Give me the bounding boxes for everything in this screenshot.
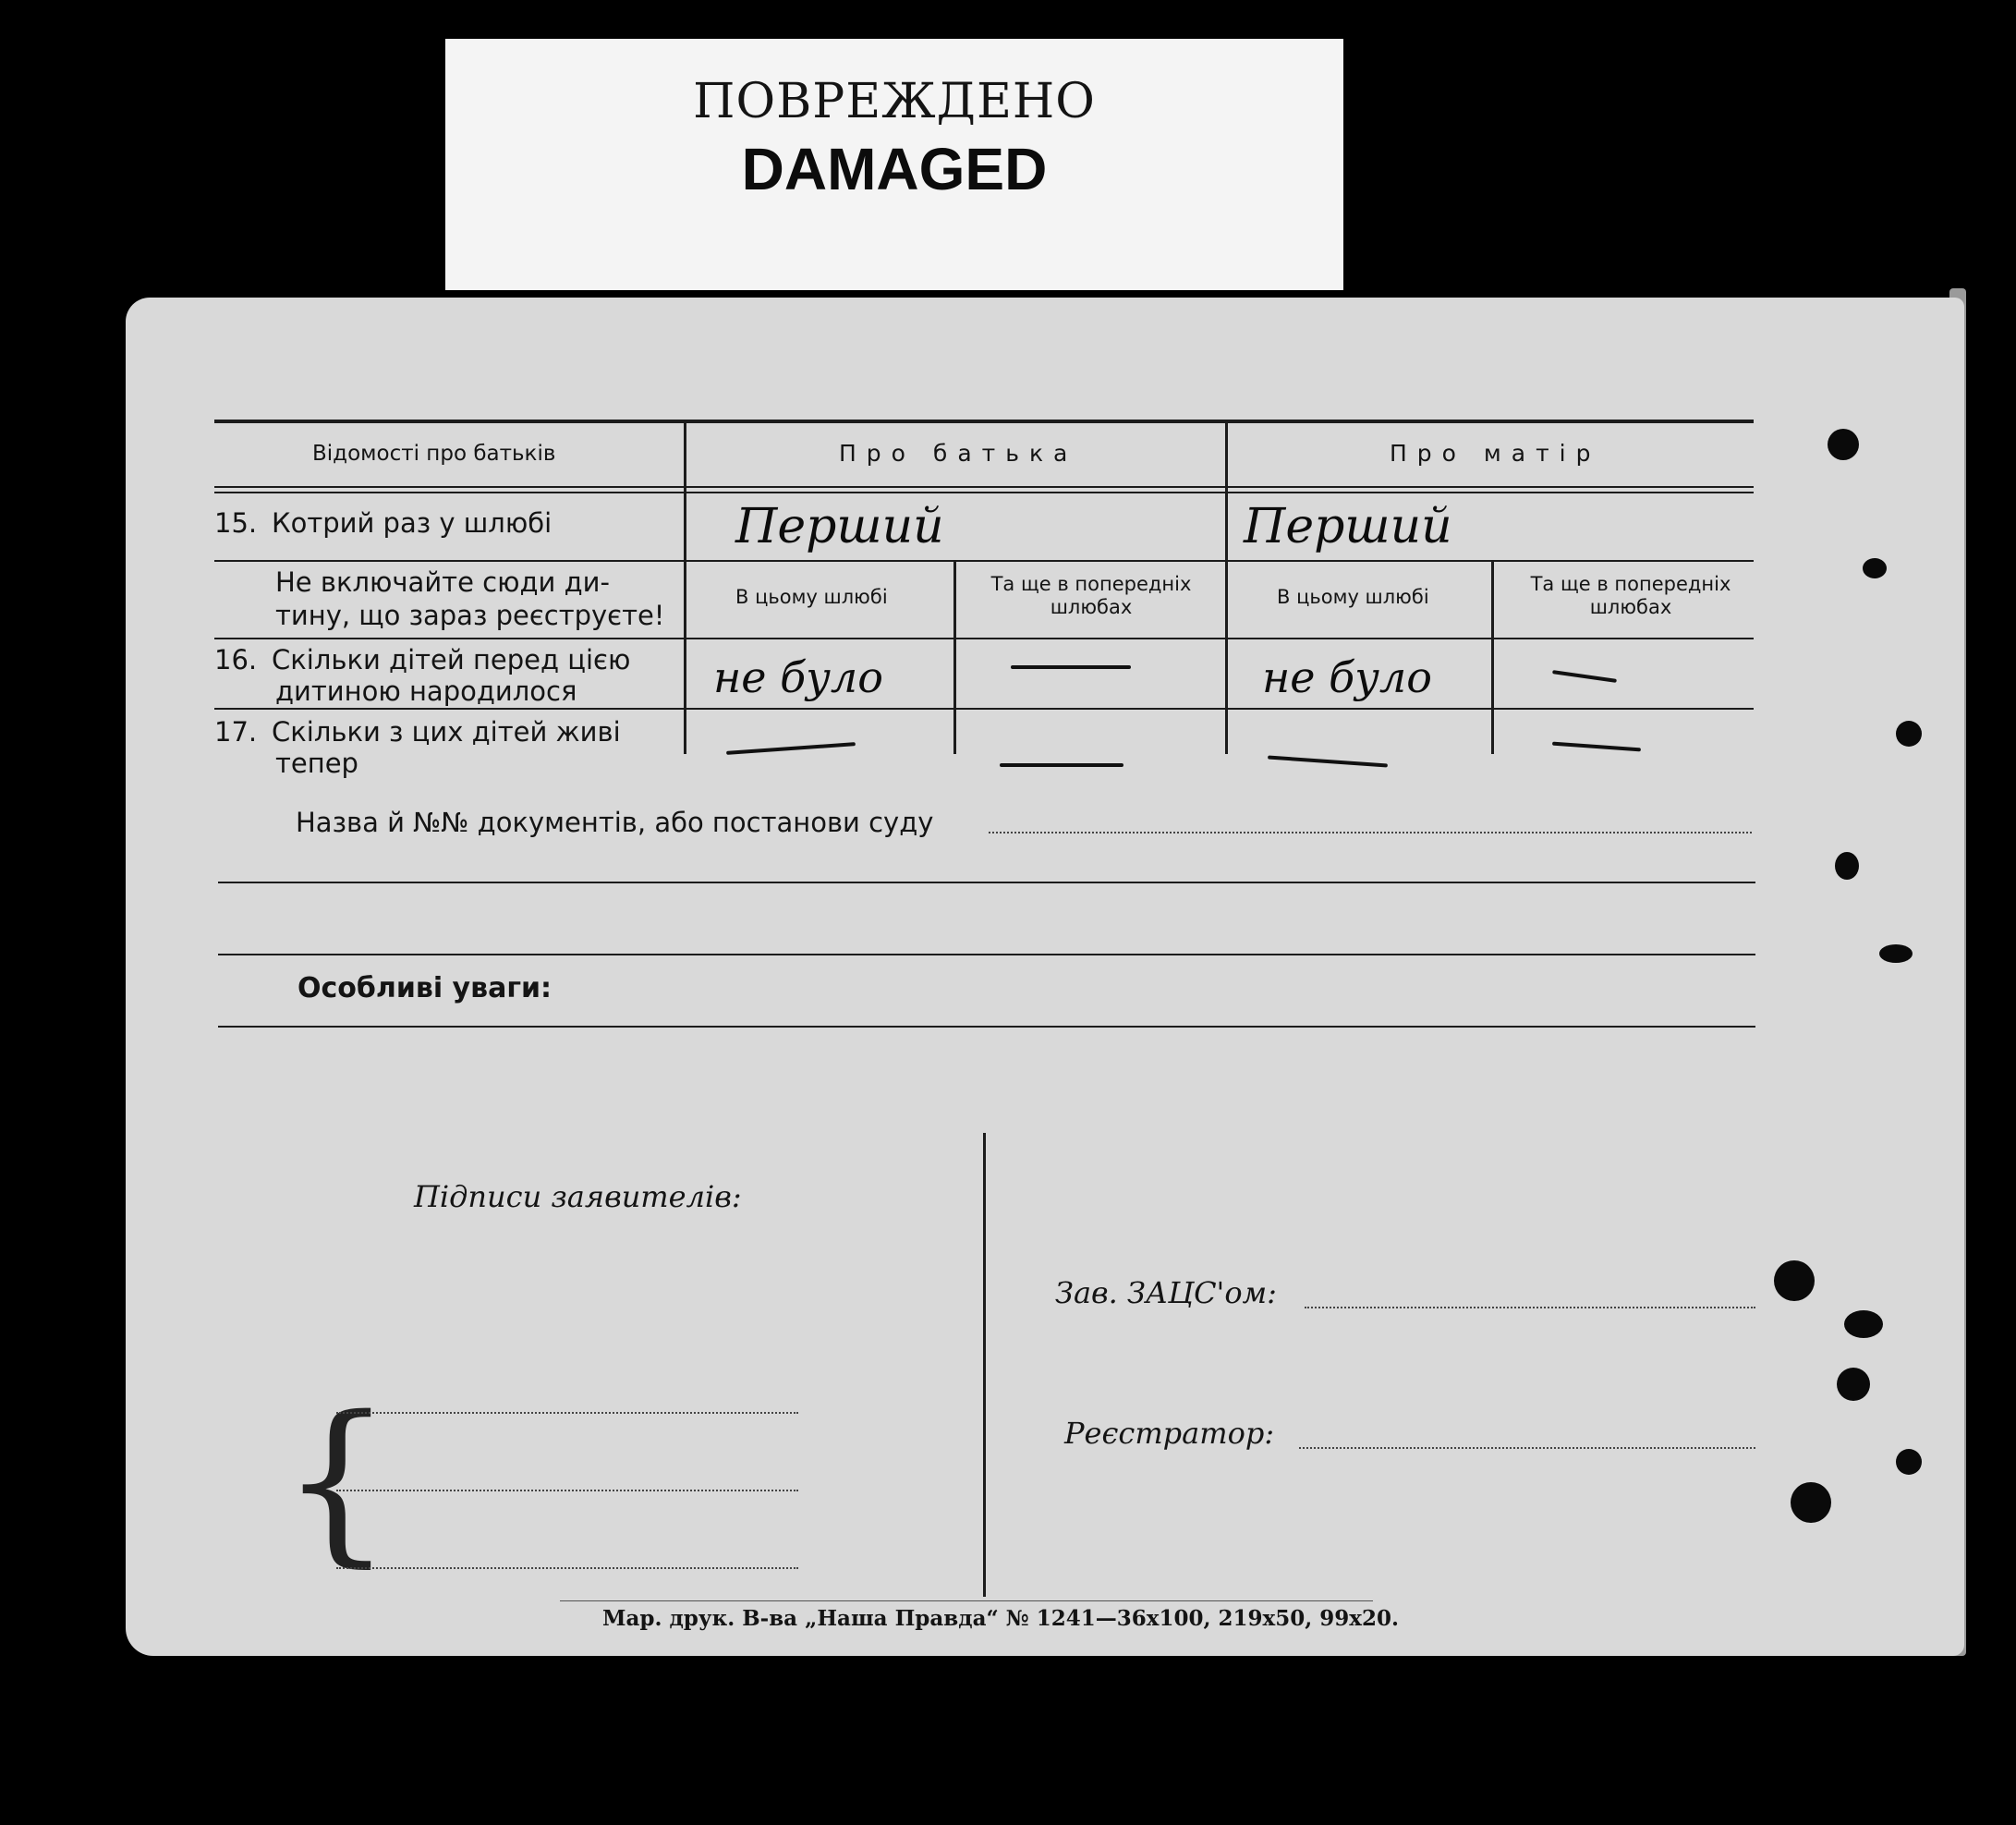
header-rule-1	[214, 486, 1754, 488]
col-header-mother: Про матір	[1390, 440, 1601, 467]
signatures-label: Підписи заявителів:	[414, 1179, 742, 1214]
punch-hole-7	[1844, 1310, 1883, 1338]
row15-number: 15.	[214, 507, 258, 539]
punch-hole-10	[1791, 1482, 1831, 1523]
footer-rule	[560, 1600, 1373, 1601]
row16-line-2: дитиною народилося	[275, 675, 577, 707]
note-line-1: Не включайте сюди ди-	[275, 566, 610, 598]
sub-divider-mother	[1491, 560, 1494, 754]
printer-footer: Мар. друк. В-ва „Наша Правда“ № 1241—36х100, 219х50, 99х20.	[602, 1606, 1399, 1631]
stamp-line-en: DAMAGED	[741, 136, 1048, 202]
documents-dotted-line	[989, 832, 1752, 833]
damaged-stamp	[445, 39, 1343, 290]
mother-prev-line-1: Та ще в попередніх	[1530, 573, 1731, 595]
father-this-marriage: В цьому шлюбі	[735, 586, 888, 608]
record-card	[126, 298, 1964, 1656]
row17-mother-prev-dash	[1552, 742, 1641, 752]
signature-line-1	[336, 1412, 798, 1414]
punch-hole-4	[1835, 852, 1859, 880]
table-top-rule	[214, 420, 1754, 423]
row17-number: 17.	[214, 716, 258, 748]
signature-brace: {	[281, 1379, 393, 1583]
col-divider-2	[1225, 421, 1228, 754]
note-line-2: тину, що зараз реєструєте!	[275, 600, 665, 631]
row17-father-prev-dash	[1000, 763, 1123, 767]
row15-mother-value: Перший	[1244, 499, 1452, 554]
punch-hole-2	[1863, 558, 1887, 578]
father-prev-line-1: Та ще в попередніх	[990, 573, 1192, 595]
sub-divider-father	[953, 560, 956, 754]
row16-father-prev-dash	[1011, 665, 1131, 669]
father-prev-marriages	[957, 573, 1225, 619]
documents-label: Назва й №№ документів, або постанови суду	[296, 807, 934, 838]
father-prev-line-2: шлюбах	[1050, 596, 1133, 618]
head-of-office-label: Зав. ЗАЦС'ом:	[1055, 1275, 1277, 1310]
col-header-info: Відомості про батьків	[312, 442, 556, 466]
row16-line-1: Скільки дітей перед цією	[272, 644, 631, 675]
punch-hole-6	[1774, 1260, 1815, 1301]
row17-mother-this-dash	[1268, 755, 1388, 767]
head-of-office-line	[1305, 1307, 1755, 1308]
col-divider-1	[684, 421, 686, 754]
row16-father-value: не було	[713, 652, 883, 702]
registrar-line	[1299, 1447, 1755, 1449]
row16-number: 16.	[214, 644, 258, 675]
signature-line-3	[336, 1567, 798, 1569]
row17-line-2: тепер	[275, 748, 358, 779]
punch-hole-3	[1896, 721, 1922, 747]
punch-hole-8	[1837, 1368, 1870, 1401]
row15-father-value: Перший	[735, 499, 944, 554]
row15-label: Котрий раз у шлюбі	[272, 507, 553, 539]
row15-rule	[214, 560, 1754, 562]
registrar-label: Реєстратор:	[1064, 1416, 1275, 1451]
special-remarks-label: Особливі уваги:	[298, 972, 553, 1004]
row16-rule	[214, 708, 1754, 710]
header-rule-2	[214, 492, 1754, 493]
punch-hole-1	[1828, 429, 1859, 460]
mother-prev-line-2: шлюбах	[1589, 596, 1672, 618]
row17-line-1: Скільки з цих дітей живі	[272, 716, 621, 748]
signature-divider	[983, 1133, 986, 1597]
signature-line-2	[336, 1490, 798, 1491]
mother-this-marriage: В цьому шлюбі	[1277, 586, 1429, 608]
punch-hole-9	[1896, 1449, 1922, 1475]
row16-mother-prev-dash	[1552, 670, 1617, 683]
row17-father-this-dash	[726, 742, 856, 755]
documents-rule-2	[218, 954, 1755, 955]
stamp-line-ru: ПОВРЕЖДЕНО	[693, 74, 1096, 129]
mother-prev-marriages	[1497, 573, 1765, 619]
col-header-father: Про батька	[839, 440, 1078, 467]
documents-rule-1	[218, 882, 1755, 883]
special-remarks-rule	[218, 1026, 1755, 1028]
note-rule	[214, 638, 1754, 639]
punch-hole-5	[1879, 944, 1913, 963]
row16-mother-value: не було	[1262, 652, 1432, 702]
